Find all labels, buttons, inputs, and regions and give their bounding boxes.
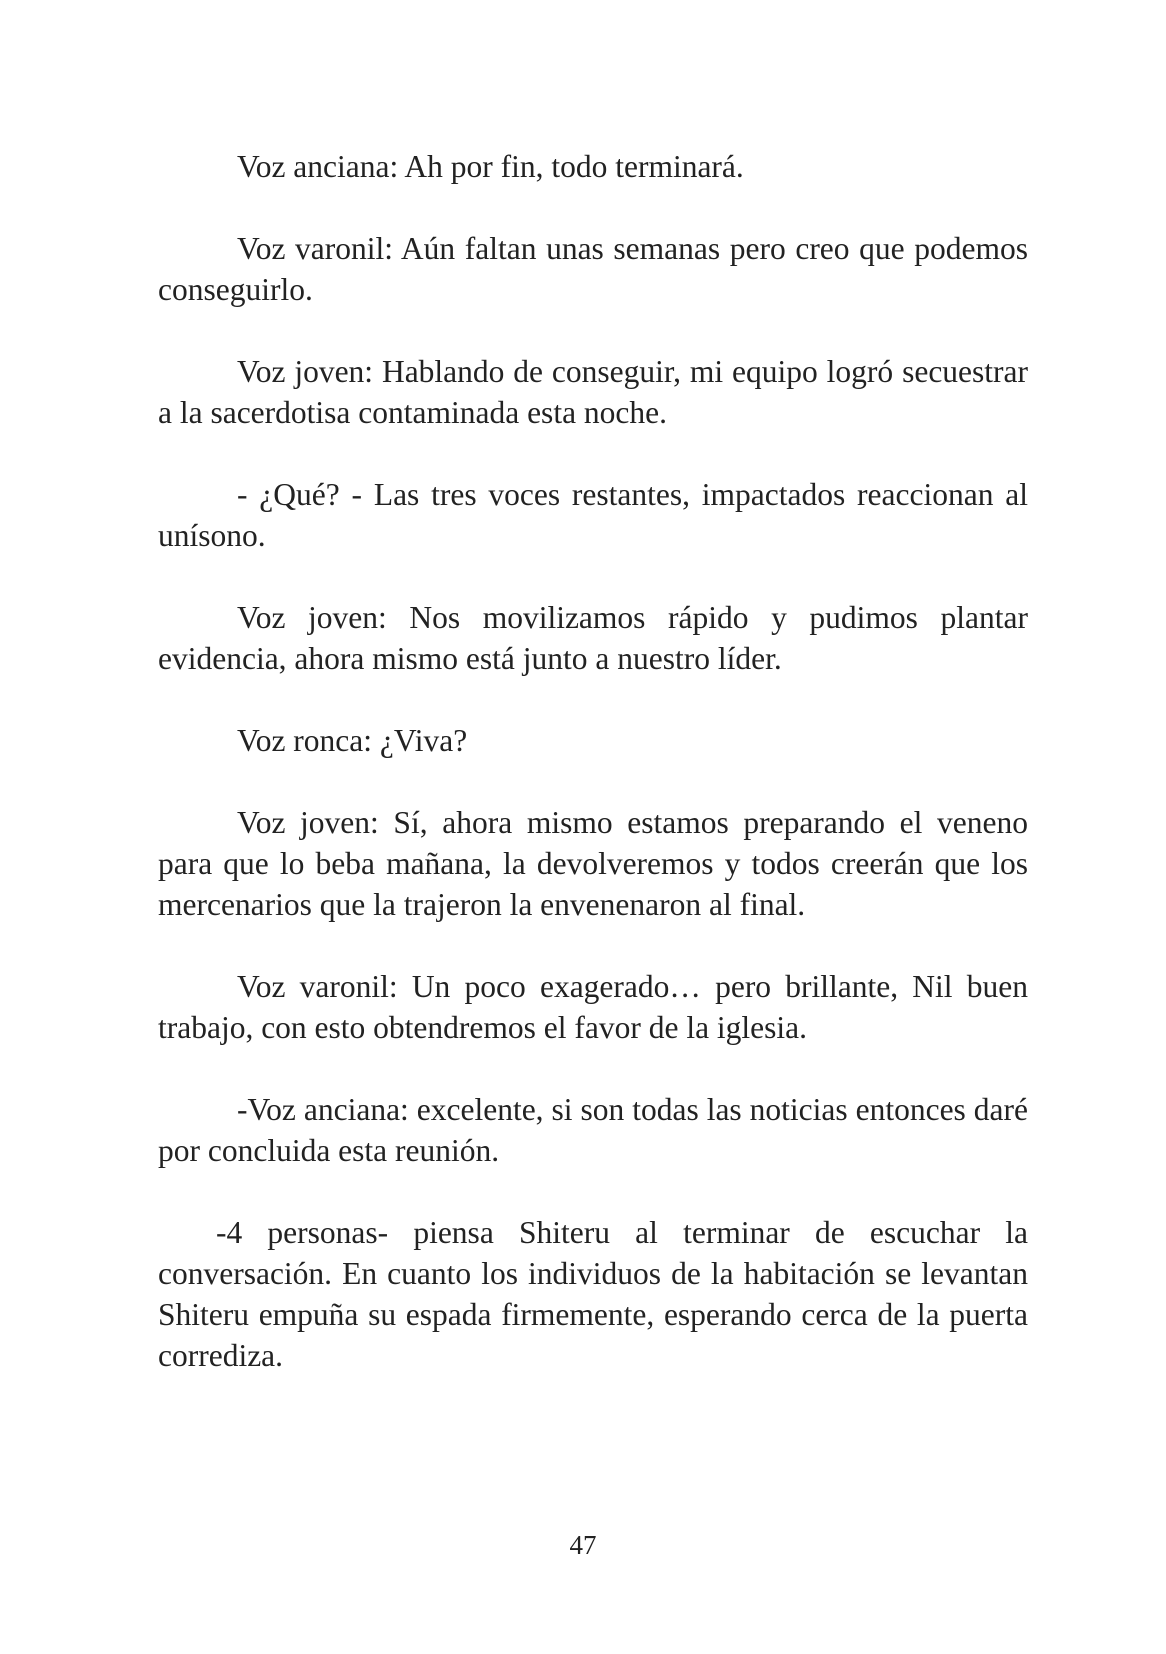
paragraph-6: Voz ronca: ¿Viva? [237,723,468,758]
paragraph-5: Voz joven: Nos movilizamos rápido y pudimos plantar evidencia, ahora mismo está junto a nuestro líder. [158,600,1028,676]
page-number: 47 [569,1530,597,1560]
paragraph-7: Voz joven: Sí, ahora mismo estamos preparando el veneno para que lo beba mañana, la devolveremos y todos creerán que los mercenarios que la trajeron la envenenaron al final. [158,805,1028,922]
body-text [158,146,1028,1417]
paragraph-9: -Voz anciana: excelente, si son todas las noticias entonces daré por concluida esta reunión. [158,1092,1028,1168]
paragraph-1: Voz anciana: Ah por fin, todo terminará. [237,149,744,184]
paragraph-8: Voz varonil: Un poco exagerado… pero brillante, Nil buen trabajo, con esto obtendremos el favor de la iglesia. [158,969,1028,1045]
paragraph-4: - ¿Qué? - Las tres voces restantes, impactados reaccionan al unísono. [158,477,1028,553]
paragraph-3: Voz joven: Hablando de conseguir, mi equipo logró secuestrar a la sacerdotisa contaminada esta noche. [158,354,1028,430]
paragraph-2: Voz varonil: Aún faltan unas semanas pero creo que podemos conseguirlo. [158,231,1028,307]
paragraph-10: -4 personas- piensa Shiteru al terminar de escuchar la conversación. En cuanto los individuos de la habitación se levantan Shiteru empuña su espada firmemente, esperando cerca de la puerta corrediza. [158,1215,1028,1373]
